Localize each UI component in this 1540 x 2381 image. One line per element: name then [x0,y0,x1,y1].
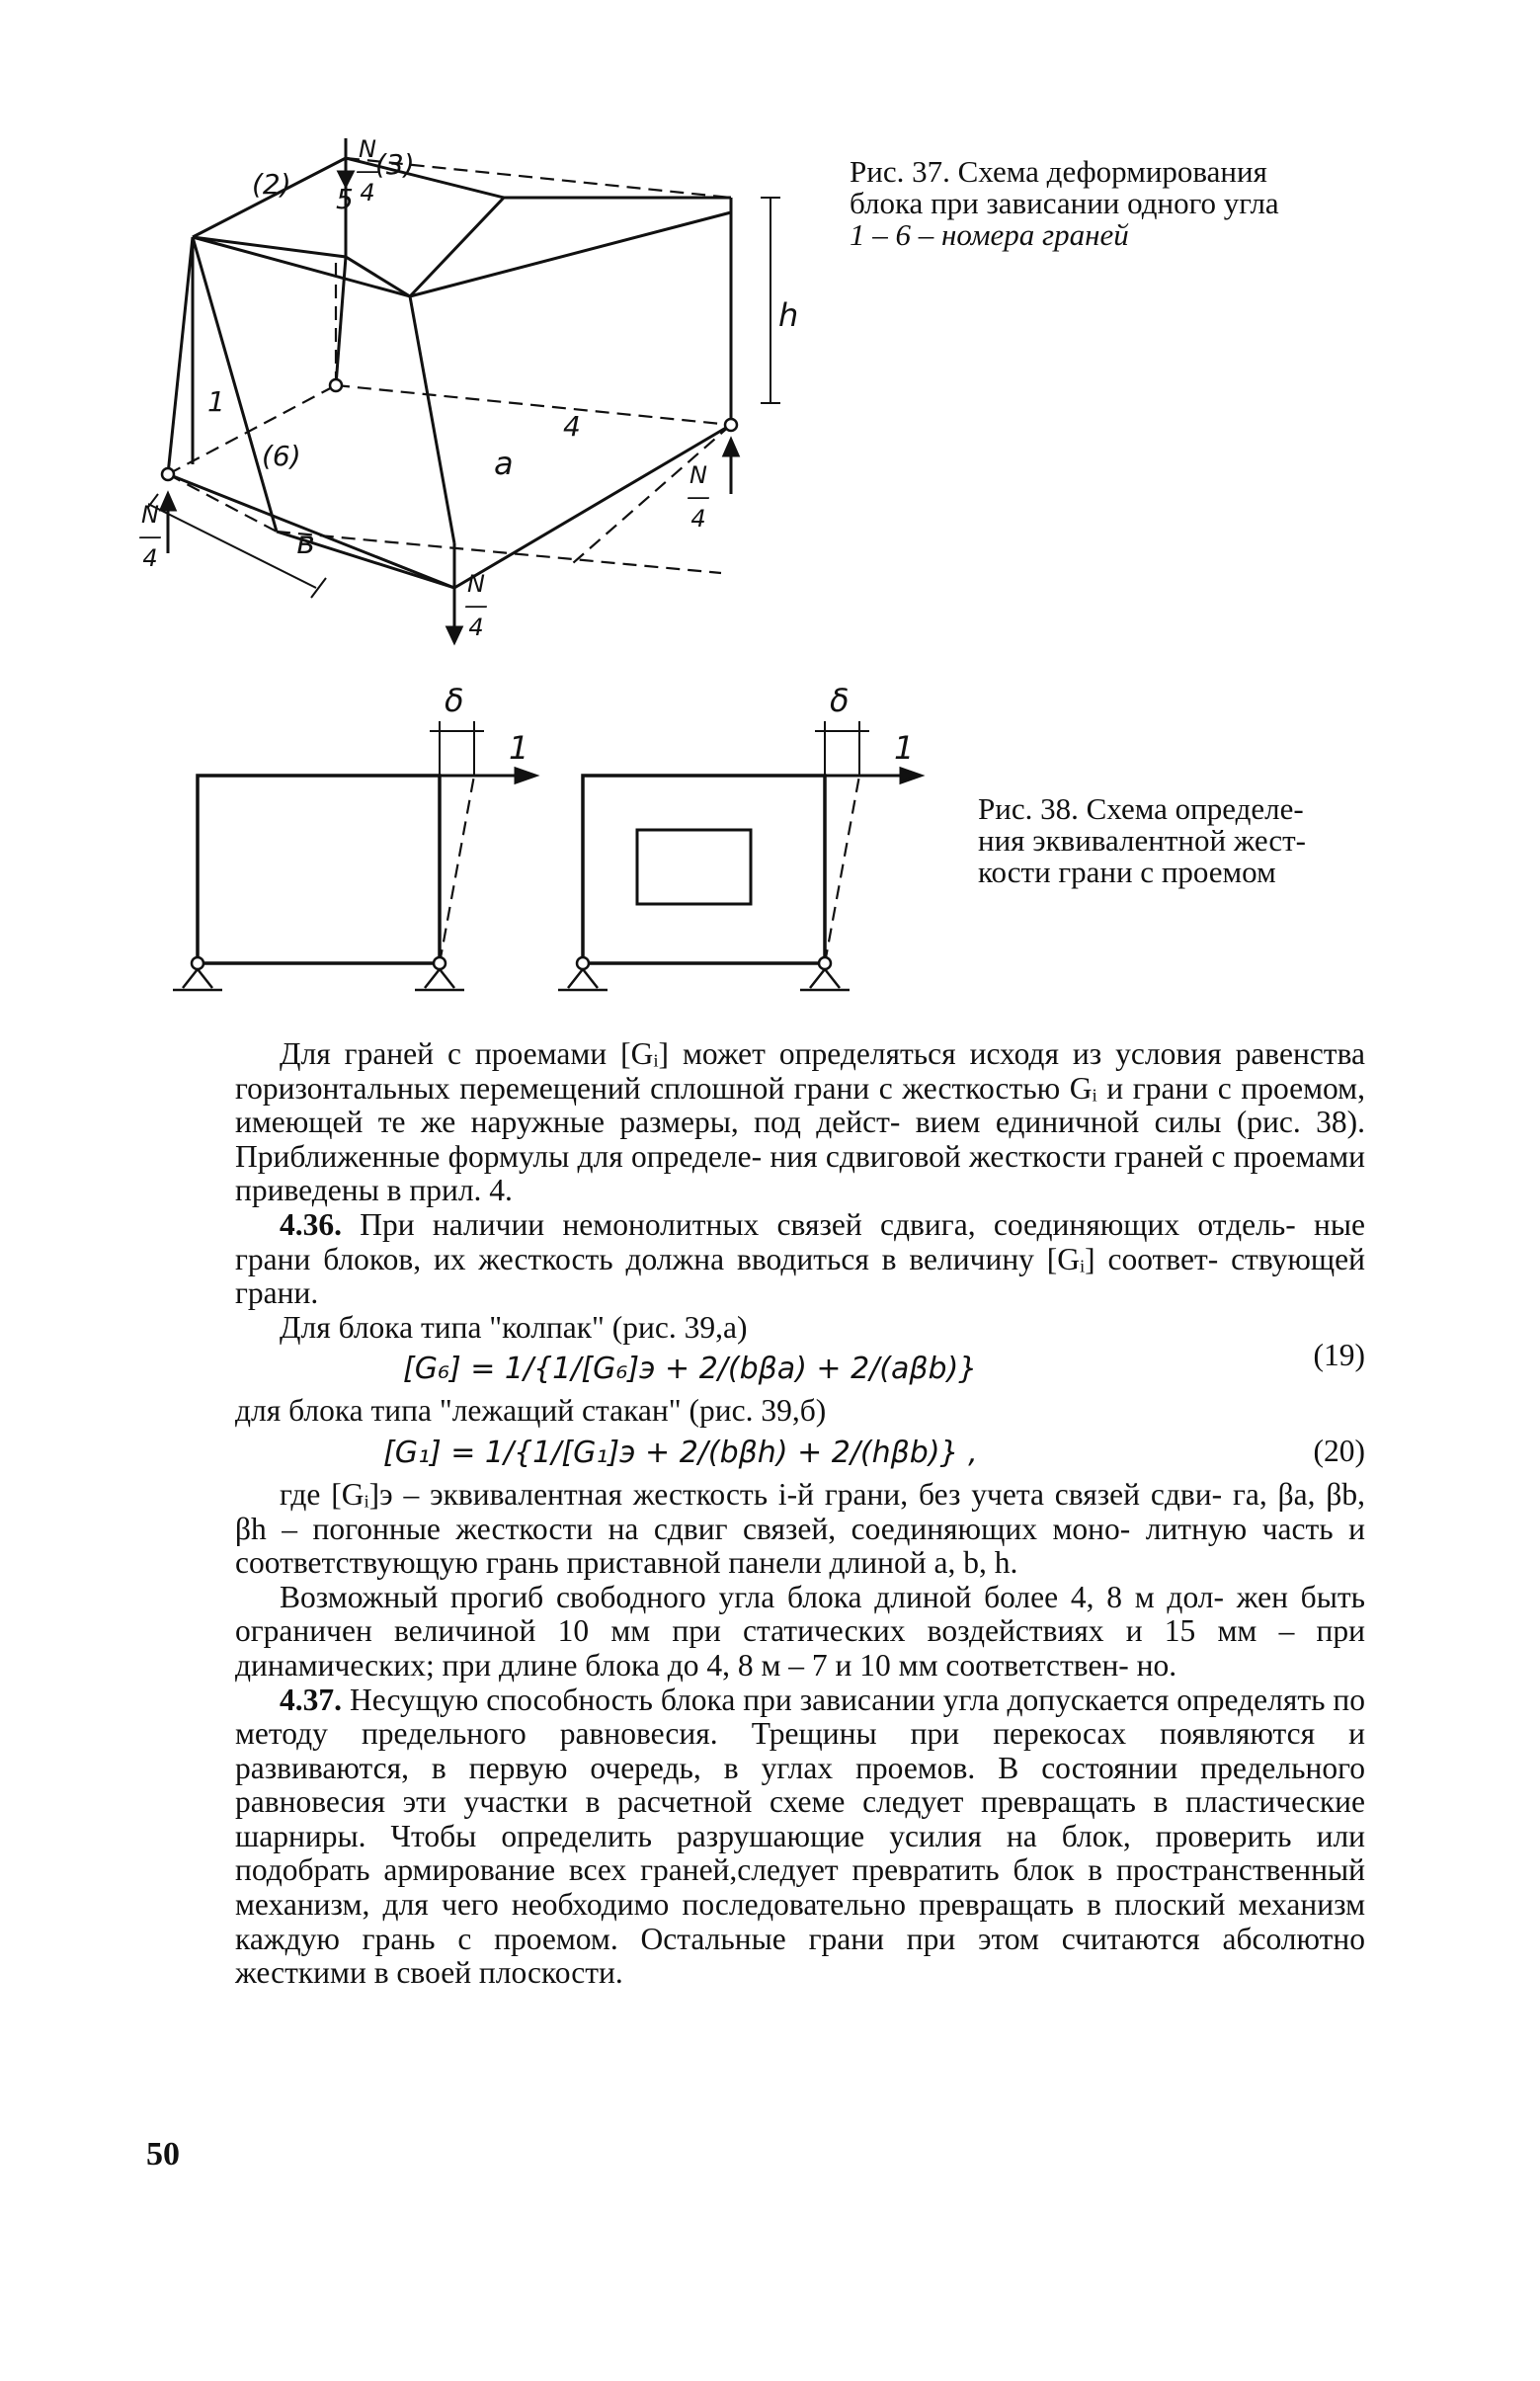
section-number: 4.36. [280,1206,342,1242]
dimension-b-label: в [296,524,315,561]
paragraph-where: где [Gᵢ]э – эквивалентная жесткость i-й грани, без учета связей сдви- га, βa, βb, βh – погонные жесткости на сдвиг связей, соединяющих моно- литную часть и соответствующую грань приставной панели длиной a, b, h. [235,1476,1366,1581]
load-label-bottom: N — 4 [464,570,488,641]
delta-label-left: δ [445,682,464,719]
formula-19-expression: [G₆] = 1/{1/[G₆]э + 2/(bβa) + 2/(aβb)} [403,1352,978,1387]
figure-38-caption [978,793,1393,888]
face-label-1: 1 [207,385,225,418]
caption-line: кости грани с проемом [978,855,1276,889]
page-number: 50 [146,2136,180,2173]
face-label-6: (6) [262,440,301,472]
paragraph-deflection: Возможный прогиб свободного угла блока длиной более 4, 8 м дол- жен быть ограничен величиной 10 мм при статических воздействиях и 15 мм – при динамических; при длине блока до 4, 8 м – 7 и 10 мм соответствен- но. [235,1579,1365,1683]
formula-20-expression: [G₁] = 1/{1/[G₁]э + 2/(bβh) + 2/(hβb)} , [383,1435,978,1470]
figure-38 [168,682,929,1018]
caption-line: Рис. 37. Схема деформирования [850,154,1267,189]
force-label-right: 1 [894,729,915,767]
formula-20 [235,1429,1365,1478]
dimension-h-label: h [778,296,799,334]
caption-line: блока при зависании одного угла [850,186,1279,220]
formula-20-number: (20) [1313,1433,1365,1468]
section-number: 4.37. [280,1682,342,1717]
paragraph-kolpak: Для блока типа "колпак" (рис. 39,а) [280,1309,748,1345]
paragraph-stakan: для блока типа "лежащий стакан" (рис. 39,б) [235,1393,827,1429]
load-label-left: N — 4 [138,501,162,572]
caption-line: 1 – 6 – номера граней [850,217,1129,252]
dimension-a-label: a [494,445,514,482]
equivalent-stiffness-diagram [168,682,929,1018]
load-label-right: N — 4 [687,461,710,533]
caption-line: Рис. 38. Схема определе- [978,791,1304,826]
load-label-top: N — 4 [356,135,379,206]
delta-label-right: δ [830,682,850,719]
formula-19 [235,1338,1365,1394]
formula-19-number: (19) [1313,1338,1365,1373]
figure-37 [138,135,820,652]
face-label-5: 5 [336,183,354,215]
face-label-3: (3) [375,148,415,181]
force-label-left: 1 [509,729,529,767]
body-text [235,1037,1365,1991]
face-label-2: (2) [252,168,291,201]
paragraph-4-37: 4.37. Несущую способность блока при зависании угла допускается определять по методу предельного равновесия. Трещины при перекосах появляются и развиваются, в первую очередь, в углах проемов. В состоянии предельного равновесия эти участки в расчетной схеме следует превращать в пластические шарниры. Чтобы определить разрушающие усилия на блок, проверить или подобрать армирование всех граней,следует превратить блок в пространственный механизм, для чего необходимо последовательно превращать в плоский механизм каждую грань с проемом. Остальные грани при этом считаются абсолютно жесткими в своей плоскости. [235,1682,1366,1991]
caption-line: ния эквивалентной жест- [978,823,1307,858]
face-label-4: 4 [563,410,581,443]
paragraph-4-36: 4.36. При наличии немонолитных связей сдвига, соединяющих отдель- ные грани блоков, их жесткость должна вводиться в величину [Gᵢ] соответ- ствующей грани. [235,1206,1365,1311]
figure-37-caption [850,156,1383,251]
paragraph-1: Для граней с проемами [Gᵢ] может определяться исходя из условия равенства горизонтальных перемещений сплошной грани с жесткостью Gᵢ и грани с проемом, имеющей те же наружные размеры, под дейст- вием единичной силы (рис. 38). Приближенные формулы для определе- ния сдвиговой жесткости граней с проемами приведены в прил. 4. [235,1036,1366,1208]
